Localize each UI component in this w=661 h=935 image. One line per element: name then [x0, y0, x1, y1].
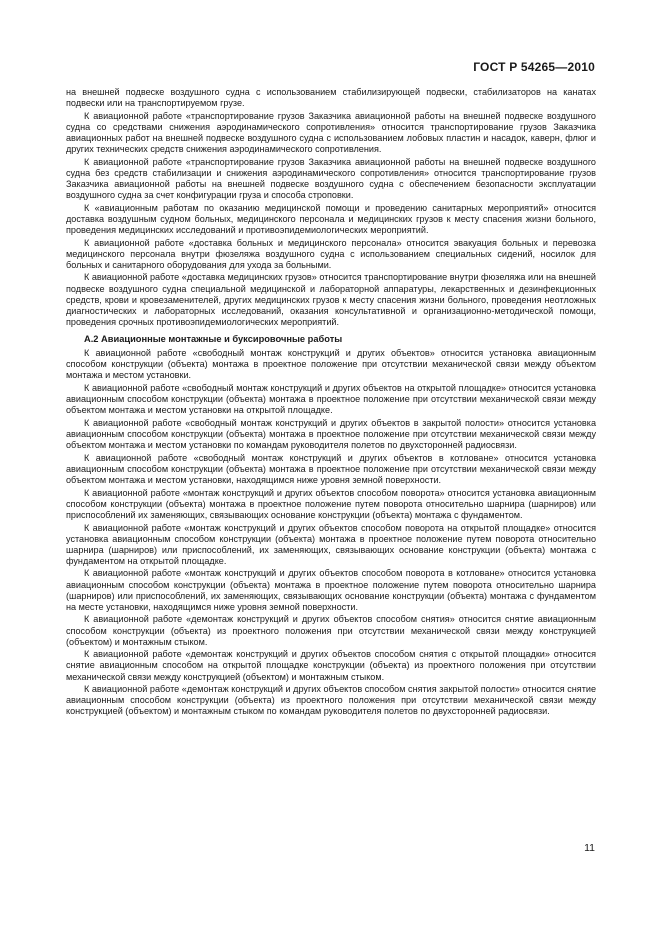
paragraph: К авиационной работе «транспортирование грузов Заказчика авиационной работы на внешней подвеске воздушного судна без средств стабилизации и снижения аэродинамического сопротивления» относится транспортирование грузов Заказчика авиационной работы на внешней подвеске воздушного судна с обеспечением безопасности эксплуатации воздушного судна за счет конфигурации груза и способа строповки. — [66, 156, 596, 201]
paragraph: К авиационной работе «монтаж конструкций и других объектов способом поворота» относится установка авиационным способом конструкции (объекта) монтажа в проектное положение путем поворота относительно шарнира (шарниров) или приспособлений их заменяющих, связывающих основание конструкции (объекта) монтажа с фундаментом. — [66, 487, 596, 520]
paragraph: К авиационной работе «доставка медицинских грузов» относится транспортирование внутри фюзеляжа или на внешней подвеске воздушного судна специальной медицинской и лабораторной аппаратуры, лекарственных и дезинфекционных средств, крови и кровезаменителей, других медицинских грузов к месту спасения жизни больного, проведения неотложных диагностических и лабораторных исследований, оказания консультативной и организационно-методической помощи, проведения срочных противоэпидемиологических мероприятий. — [66, 272, 596, 327]
paragraph: К авиационной работе «монтаж конструкций и других объектов способом поворота в котловане» относится установка авиационным способом конструкции (объекта) монтажа в проектное положение путем поворота относительно шарнира (шарниров) или приспособлений, их заменяющих, связывающих основание конструкции (объекта) монтажа с фундаментом на месте установки, находящимся ниже уровня земной поверхности. — [66, 568, 596, 612]
paragraph: на внешней подвеске воздушного судна с использованием стабилизирующей подвески, стабилизаторов на канатах подвески или на транспортируемом грузе. — [66, 87, 596, 109]
document-id-header: ГОСТ Р 54265—2010 — [473, 60, 595, 74]
paragraph: К авиационной работе «транспортирование грузов Заказчика авиационной работы на внешней подвеске воздушного судна со средствами снижения аэродинамического сопротивления» относится транспортирование грузов Заказчика авиационных работ на внешней подвеске воздушного судна с использованием лобовых пластин и насадок, каверн, флюг и других технических средств снижения аэродинамического сопротивления. — [66, 110, 596, 155]
page-number: 11 — [584, 842, 595, 854]
paragraph: К авиационной работе «свободный монтаж конструкций и других объектов в закрытой полости» относится установка авиационным способом конструкции (объекта) монтажа в проектное положение при отсутствии механической связи между объектом монтажа и местом установки по командам руководителя полетов по двухсторонней радиосвязи. — [66, 417, 596, 451]
paragraph: К авиационной работе «свободный монтаж конструкций и других объектов на открытой площадке» относится установка авиационным способом конструкции (объекта) монтажа в проектное положение при отсутствии механической связи между объектом монтажа и местом установки на открытой площадке. — [66, 383, 596, 416]
paragraph: К авиационной работе «свободный монтаж конструкций и других объектов» относится установка авиационным способом конструкции (объекта) монтажа в проектное положение при отсутствии механической связи между объектом монтажа и местом установки. — [66, 348, 596, 381]
paragraph: К авиационной работе «доставка больных и медицинского персонала» относится эвакуация больных и перевозка медицинского персонала внутри фюзеляжа воздушного судна с использованием специальных сидений, носилок для больных и санитарного оборудования для ухода за больными. — [66, 237, 596, 270]
paragraph: К авиационной работе «свободный монтаж конструкций и других объектов в котловане» относится установка авиационным способом конструкции (объекта) монтажа в проектное положение при отсутствии механической связи между объектом монтажа и местом установки, находящимся ниже уровня земной поверхности. — [66, 452, 596, 485]
section-heading: А.2 Авиационные монтажные и буксировочные работы — [84, 333, 343, 344]
paragraph: К авиационной работе «демонтаж конструкций и других объектов способом снятия закрытой полости» относится снятие авиационным способом конструкции (объекта) из проектного положения при отсутствии механической связи между конструкцией (объектом) и монтажным стыком по командам руководителя полетов по двухсторонней радиосвязи. — [66, 684, 596, 717]
paragraph: К авиационной работе «монтаж конструкций и других объектов способом поворота на открытой площадке» относится установка авиационным способом конструкции (объекта) монтажа в проектное положение путем поворота относительно шарнира (шарниров) или приспособлений, их заменяющих, связывающих основание конструкции (объекта) монтажа с фундаментом на открытой площадке. — [66, 522, 596, 566]
document-body — [66, 87, 596, 719]
paragraph: К авиационной работе «демонтаж конструкций и других объектов способом снятия» относится снятие авиационным способом конструкции (объекта) из проектного положения при отсутствии механической связи между конструкцией (объектом) и монтажным стыком. — [66, 614, 596, 647]
paragraph: К авиационной работе «демонтаж конструкций и других объектов способом снятия с открытой площадки» относится снятие авиационным способом на открытой площадке конструкции (объекта) из проектного положения при отсутствии механической связи между конструкцией (объектом) и монтажным стыком. — [66, 649, 596, 682]
paragraph: К «авиационным работам по оказанию медицинской помощи и проведению санитарных мероприятий» относится доставка воздушным судном больных, медицинского персонала и медицинских грузов к месту спасения жизни больного, проведения медицинских исследований и противоэпидемиологических мероприятий. — [66, 202, 596, 235]
